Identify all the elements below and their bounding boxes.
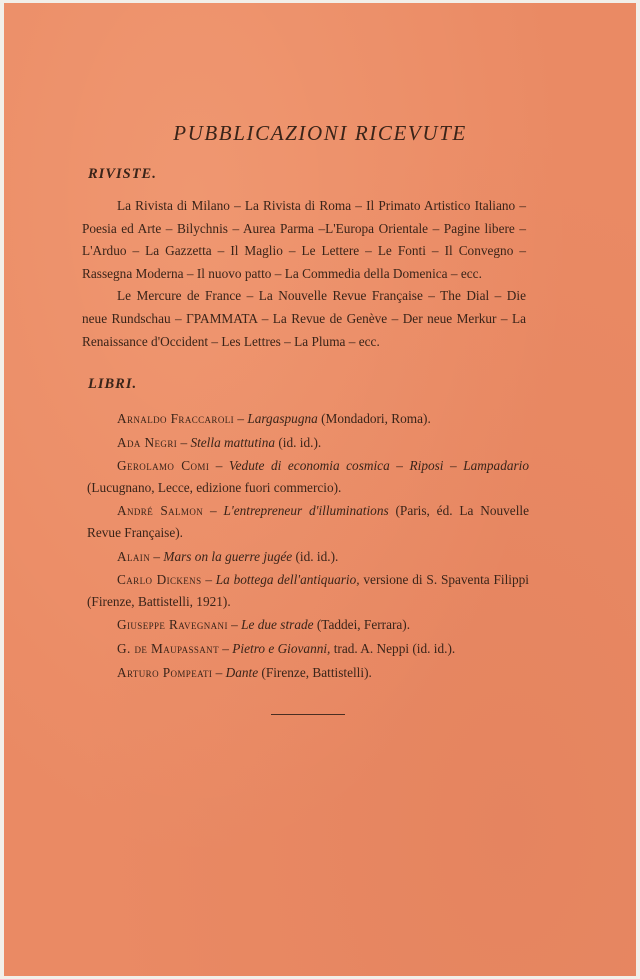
- page: [4, 3, 636, 976]
- book-title: Pietro e Giovanni,: [232, 640, 331, 656]
- book-author: André Salmon: [117, 503, 204, 519]
- book-details: (id. id.).: [292, 548, 339, 564]
- book-entry: [87, 408, 529, 430]
- book-details: (id. id.).: [275, 434, 322, 450]
- separator: –: [203, 503, 224, 519]
- book-title: Largaspugna: [247, 411, 318, 426]
- riviste-list: [82, 195, 526, 353]
- separator: –: [209, 458, 229, 474]
- book-entry: [87, 614, 529, 636]
- book-details: (Mondadori, Roma).: [317, 411, 431, 426]
- book-title: L'entrepreneur d'illuminations: [223, 503, 389, 519]
- closing-rule: [271, 714, 345, 715]
- book-entry: [87, 662, 529, 684]
- section-heading-riviste: RIVISTE.: [88, 166, 157, 182]
- book-title: Vedute di economia cosmica: [229, 458, 390, 474]
- book-entry: [87, 546, 529, 568]
- libri-list: [87, 408, 529, 685]
- book-author: Arnaldo Fraccaroli: [117, 411, 235, 426]
- book-author: Arturo Pompeati: [117, 664, 213, 680]
- separator: –: [227, 617, 242, 633]
- book-entry: [87, 638, 529, 660]
- book-details: (Firenze, Battistelli).: [258, 664, 372, 680]
- book-entry: [87, 455, 529, 498]
- book-author: G. de Maupassant: [117, 640, 219, 656]
- book-author: Alain: [117, 548, 151, 564]
- book-author: Giuseppe Ravegnani: [117, 617, 228, 633]
- separator: –: [218, 640, 233, 656]
- separator: –: [150, 548, 164, 564]
- book-author: Ada Negri: [117, 434, 178, 450]
- separator: –: [201, 572, 216, 588]
- book-details: versione di S. Spaventa Filippi (Firenze, Battistelli, 1921).: [87, 572, 529, 609]
- separator: –: [212, 664, 226, 680]
- riviste-paragraph: La Rivista di Milano – La Rivista di Roma – Il Primato Artistico Italiano – Poesia ed Arte – Bilychnis – Aurea Parma –L'Europa Orientale – Pagine libere – L'Arduo – La Gazzetta – Il Maglio – Le Lettere – Le Fonti – Il Convegno – Rassegna Moderna – Il nuovo patto – La Commedia della Domenica – ecc.: [82, 198, 526, 281]
- book-entry: [87, 432, 529, 454]
- separator: –: [177, 434, 191, 450]
- separator: –: [389, 458, 410, 474]
- book-title: Mars on la guerre jugée: [163, 548, 293, 564]
- book-details: (Paris, éd. La Nouvelle Revue Française).: [87, 503, 529, 540]
- book-details: (Lucugnano, Lecce, edizione fuori commercio).: [87, 479, 342, 495]
- book-author: Carlo Dickens: [117, 572, 202, 588]
- book-details: (Taddei, Ferrara).: [313, 617, 411, 633]
- book-details: trad. A. Neppi (id. id.).: [330, 640, 456, 656]
- book-title: Le due strade: [241, 617, 314, 633]
- book-title: Riposi – Lampadario: [409, 458, 530, 474]
- book-entry: [87, 500, 529, 543]
- separator: –: [234, 411, 248, 426]
- book-title: Dante: [225, 664, 259, 680]
- book-entry: [87, 569, 529, 612]
- section-heading-libri: LIBRI.: [88, 376, 138, 392]
- book-title: Stella mattutina: [190, 434, 276, 450]
- book-author: Gerolamo Comi: [117, 458, 210, 474]
- riviste-paragraph: Le Mercure de France – La Nouvelle Revue Française – The Dial – Die neue Rundschau – ΓΡΑΜΜΑΤΑ – La Revue de Genève – Der neue Merkur – La Renaissance d'Occident – Les Lettres – La Pluma – ecc.: [82, 288, 526, 349]
- book-title: La bottega dell'antiquario,: [215, 572, 360, 588]
- page-title: PUBBLICAZIONI RICEVUTE: [173, 121, 467, 145]
